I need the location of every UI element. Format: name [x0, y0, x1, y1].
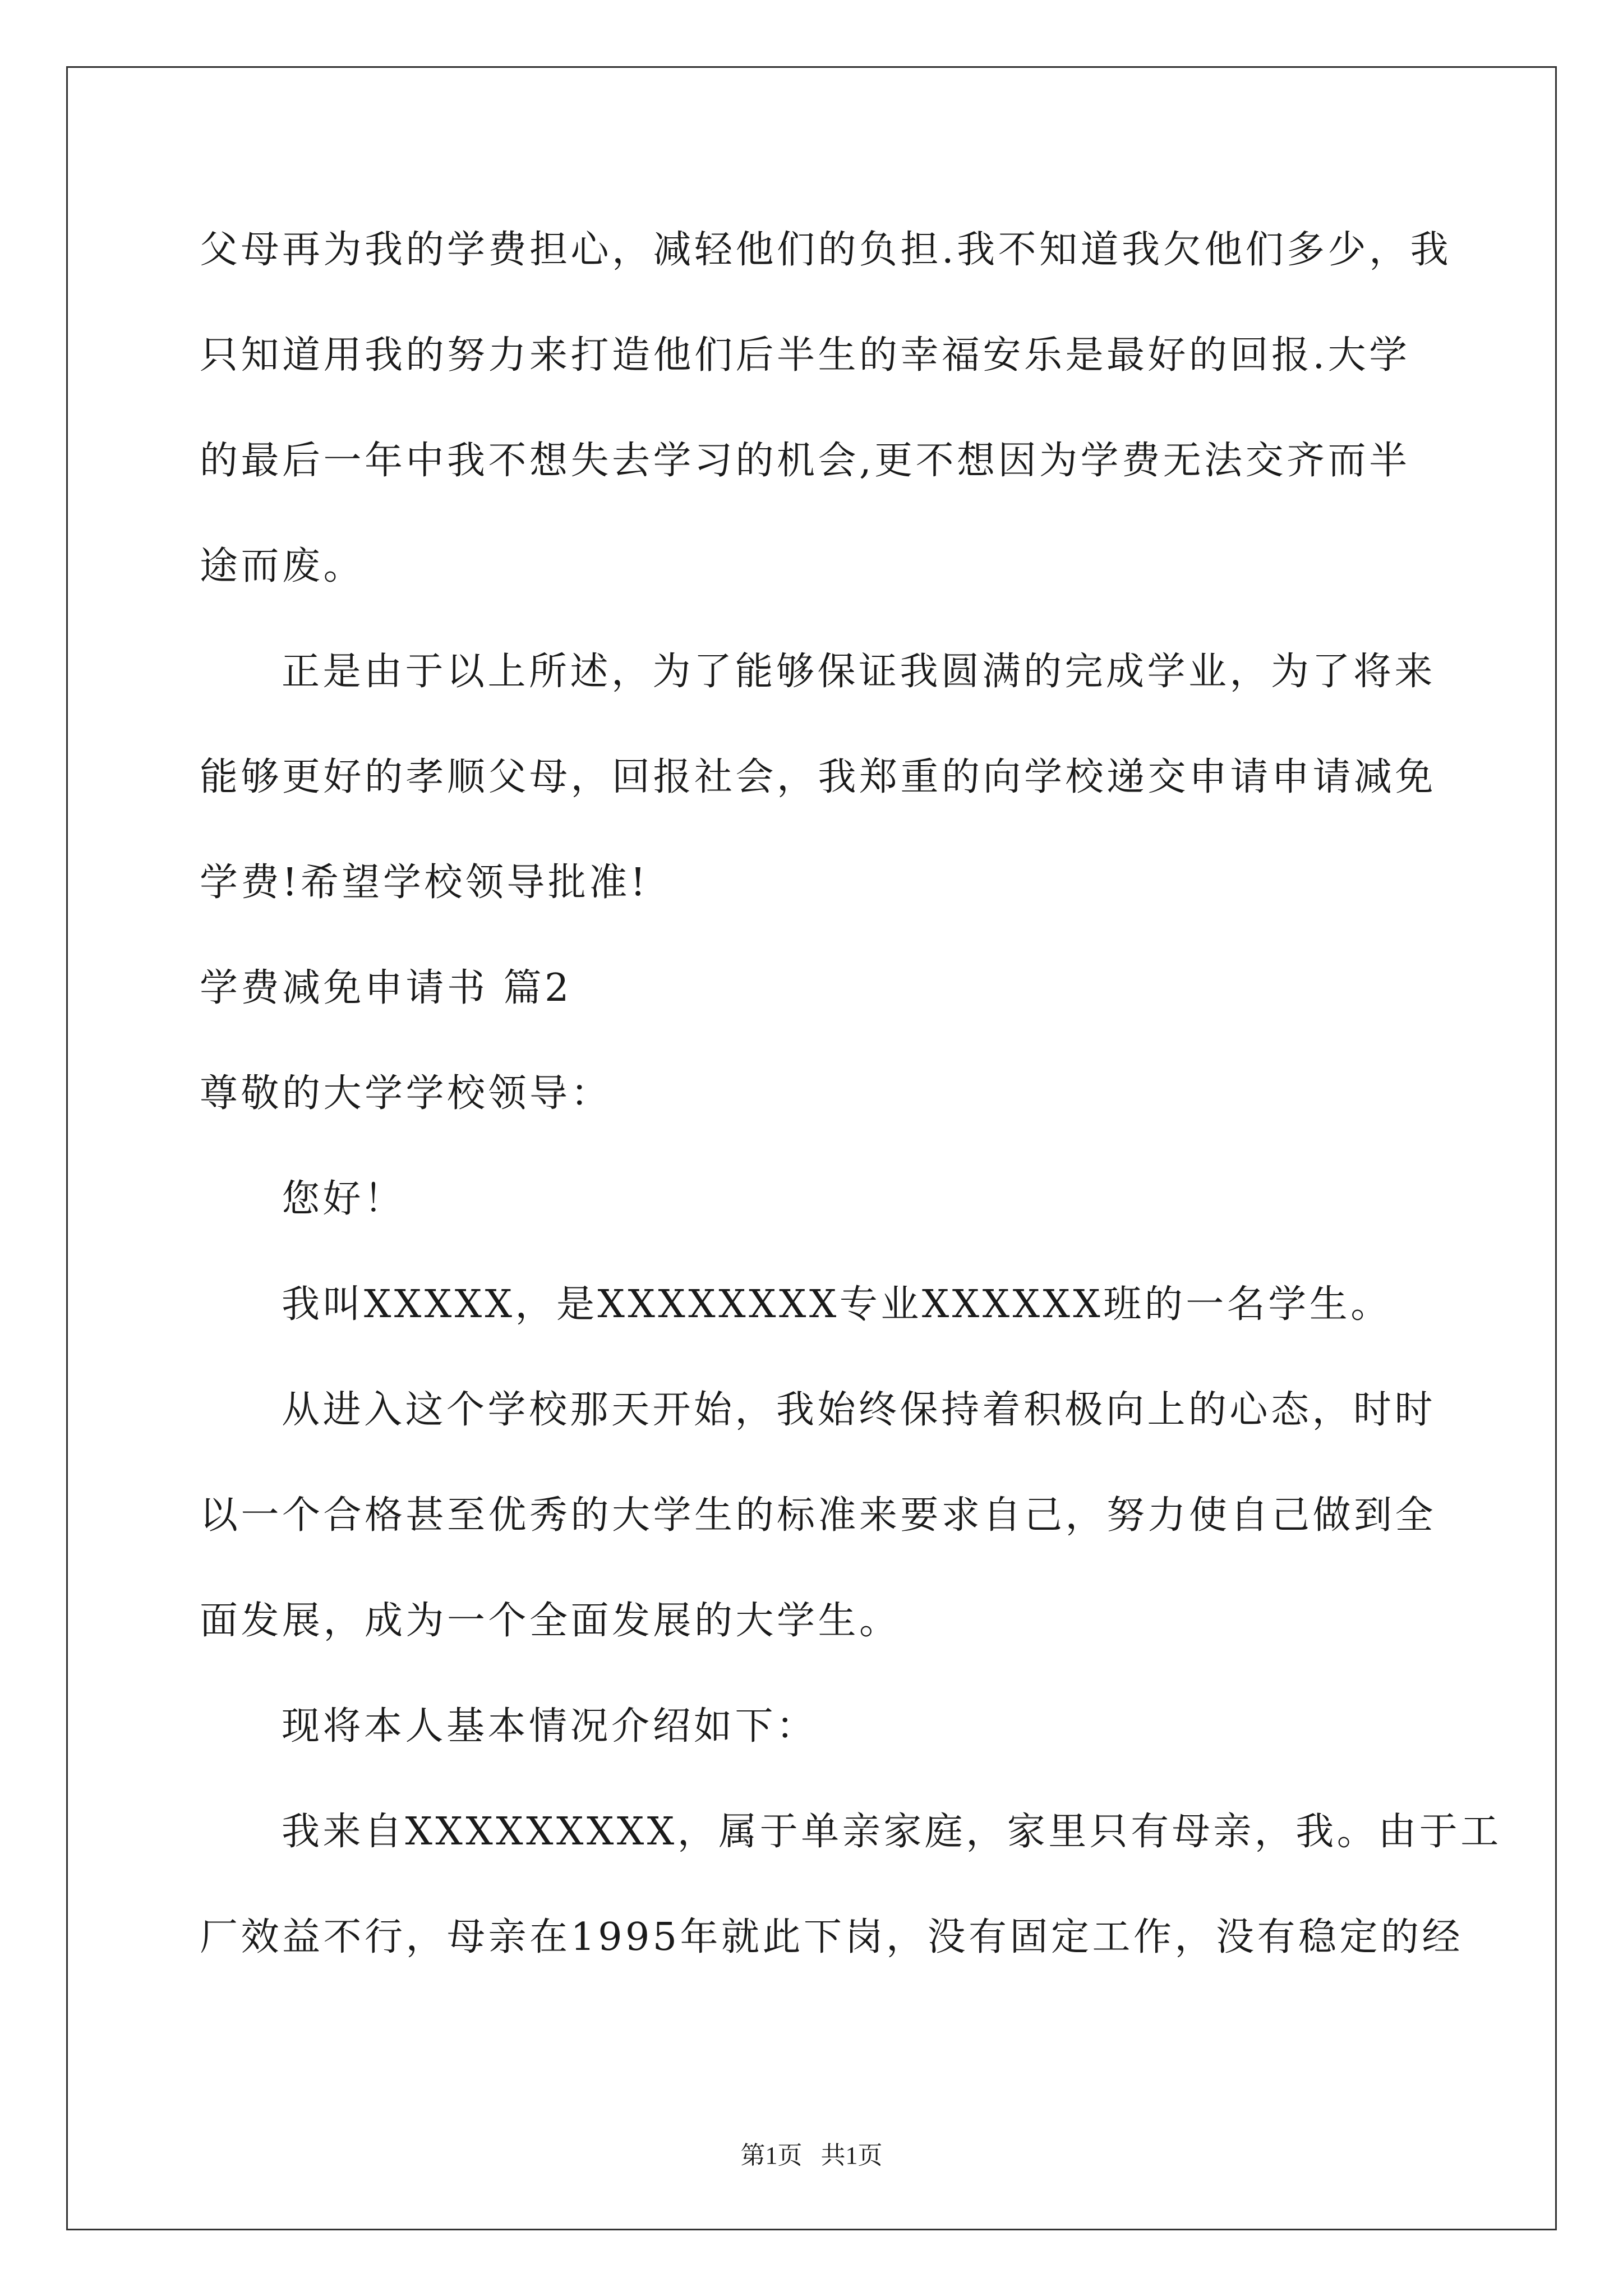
text-line: 途而废。 — [200, 544, 365, 588]
text-line: 能够更好的孝顺父母，回报社会，我郑重的向学校递交申请申请减免 — [200, 755, 1437, 799]
text-line: 从进入这个学校那天开始，我始终保持着积极向上的心态，时时 — [282, 1388, 1436, 1432]
text-line: 我叫XXXXX，是XXXXXXXX专业XXXXXX班的一名学生。 — [282, 1282, 1392, 1327]
salutation: 尊敬的大学学校领导： — [200, 1071, 612, 1116]
document-body — [200, 214, 1502, 2007]
text-line: 现将本人基本情况介绍如下： — [282, 1704, 818, 1749]
text-line: 我来自XXXXXXXXX，属于单亲家庭，家里只有母亲，我。由于工 — [282, 1810, 1502, 1854]
section-heading: 学费减免申请书 篇2 — [200, 966, 572, 1010]
text-line: 面发展，成为一个全面发展的大学生。 — [200, 1599, 901, 1643]
text-line: 的最后一年中我不想失去学习的机会,更不想因为学费无法交齐而半 — [200, 439, 1410, 483]
text-line: 只知道用我的努力来打造他们后半生的幸福安乐是最好的回报.大学 — [200, 333, 1410, 378]
greeting: 您好！ — [282, 1177, 405, 1221]
text-line: 学费!希望学校领导批准! — [200, 861, 649, 905]
page-footer: 第1页 共1页 — [740, 2142, 883, 2169]
text-line: 厂效益不行，母亲在1995年就此下岗，没有固定工作，没有稳定的经 — [200, 1915, 1464, 1959]
text-line: 正是由于以上所述，为了能够保证我圆满的完成学业，为了将来 — [282, 650, 1436, 694]
text-line: 以一个合格甚至优秀的大学生的标准来要求自己，努力使自己做到全 — [200, 1493, 1437, 1538]
text-line: 父母再为我的学费担心，减轻他们的负担.我不知道我欠他们多少，我 — [200, 228, 1452, 272]
